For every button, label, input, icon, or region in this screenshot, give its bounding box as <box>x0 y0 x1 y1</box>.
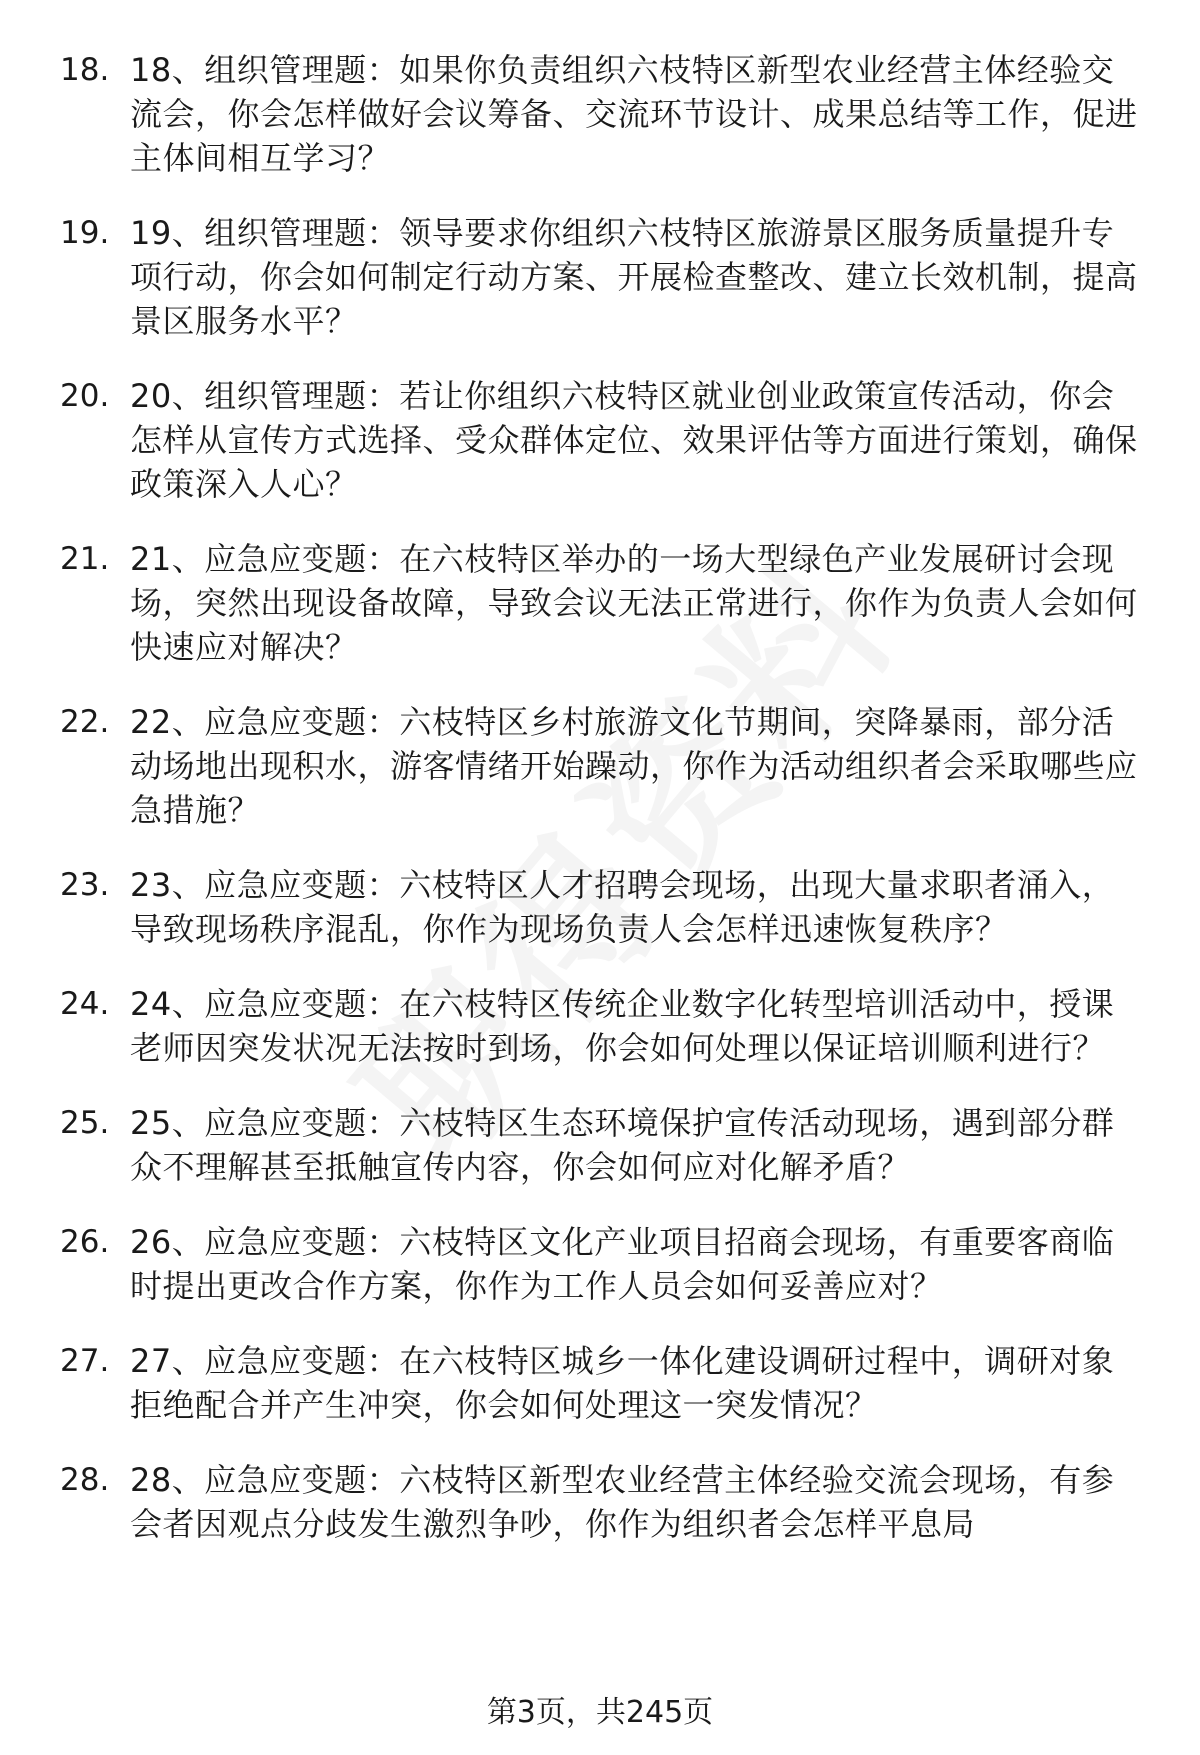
question-number: 20. <box>60 378 110 414</box>
list-item <box>60 537 1140 669</box>
list-item <box>60 374 1140 506</box>
list-item <box>60 48 1140 180</box>
question-text: 26、应急应变题：六枝特区文化产业项目招商会现场，有重要客商临时提出更改合作方案，你作为工作人员会如何妥善应对？ <box>130 1223 1115 1305</box>
question-number: 26. <box>60 1224 110 1260</box>
list-item <box>60 982 1140 1070</box>
list-item <box>60 1220 1140 1308</box>
list-item <box>60 211 1140 343</box>
question-number: 23. <box>60 867 110 903</box>
question-number: 22. <box>60 704 110 740</box>
page-footer: 第3页，共245页 <box>486 1695 714 1730</box>
question-number: 19. <box>60 215 110 251</box>
question-text: 25、应急应变题：六枝特区生态环境保护宣传活动现场，遇到部分群众不理解甚至抵触宣传内容，你会如何应对化解矛盾？ <box>130 1104 1115 1186</box>
question-text: 23、应急应变题：六枝特区人才招聘会现场，出现大量求职者涌入，导致现场秩序混乱，你作为现场负责人会怎样迅速恢复秩序？ <box>130 866 1115 948</box>
question-number: 21. <box>60 541 110 577</box>
question-number: 25. <box>60 1105 110 1141</box>
question-text: 28、应急应变题：六枝特区新型农业经营主体经验交流会现场，有参会者因观点分歧发生激烈争吵，你作为组织者会怎样平息局 <box>130 1461 1115 1543</box>
question-text: 27、应急应变题：在六枝特区城乡一体化建设调研过程中，调研对象拒绝配合并产生冲突，你会如何处理这一突发情况？ <box>130 1342 1115 1424</box>
list-item <box>60 863 1140 951</box>
question-number: 27. <box>60 1343 110 1379</box>
question-list <box>60 48 1140 1577</box>
list-item <box>60 1458 1140 1546</box>
question-number: 28. <box>60 1462 110 1498</box>
list-item <box>60 700 1140 832</box>
list-item <box>60 1101 1140 1189</box>
question-text: 18、组织管理题：如果你负责组织六枝特区新型农业经营主体经验交流会，你会怎样做好会议筹备、交流环节设计、成果总结等工作，促进主体间相互学习？ <box>130 51 1138 177</box>
list-item <box>60 1339 1140 1427</box>
question-text: 21、应急应变题：在六枝特区举办的一场大型绿色产业发展研讨会现场，突然出现设备故障，导致会议无法正常进行，你作为负责人会如何快速应对解决？ <box>130 540 1138 666</box>
question-number: 24. <box>60 986 110 1022</box>
question-text: 22、应急应变题：六枝特区乡村旅游文化节期间，突降暴雨，部分活动场地出现积水，游客情绪开始躁动，你作为活动组织者会采取哪些应急措施？ <box>130 703 1138 829</box>
question-number: 18. <box>60 52 110 88</box>
question-text: 19、组织管理题：领导要求你组织六枝特区旅游景区服务质量提升专项行动，你会如何制定行动方案、开展检查整改、建立长效机制，提高景区服务水平？ <box>130 214 1138 340</box>
question-text: 20、组织管理题：若让你组织六枝特区就业创业政策宣传活动，你会怎样从宣传方式选择、受众群体定位、效果评估等方面进行策划，确保政策深入人心？ <box>130 377 1138 503</box>
question-text: 24、应急应变题：在六枝特区传统企业数字化转型培训活动中，授课老师因突发状况无法按时到场，你会如何处理以保证培训顺利进行？ <box>130 985 1115 1067</box>
